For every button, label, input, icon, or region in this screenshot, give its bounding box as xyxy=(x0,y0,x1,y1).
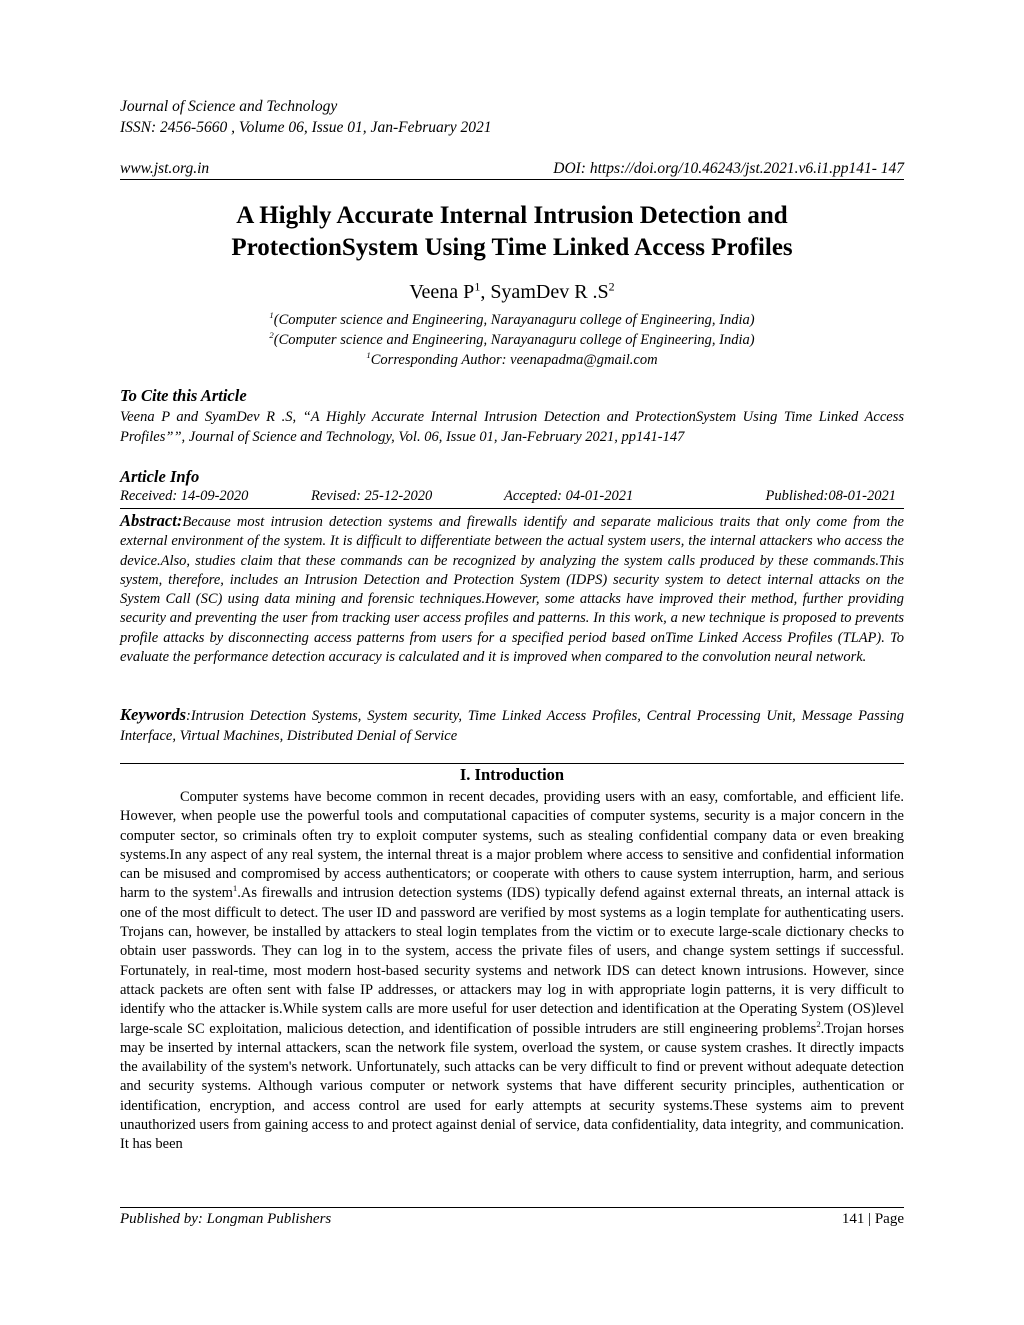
corresponding-author-text: Corresponding Author: veenapadma@gmail.com xyxy=(370,352,658,368)
affiliation-1-sup: 1 xyxy=(269,310,274,321)
affiliation-2 xyxy=(120,330,904,350)
paper-title xyxy=(120,200,904,264)
article-dates xyxy=(120,488,904,509)
page-number: 141 | Page xyxy=(841,1211,904,1227)
author-2: SyamDev R .S xyxy=(490,281,609,303)
keywords-text: :Intrusion Detection Systems, System security, Time Linked Access Profiles, Central Processing Unit, Message Passing Interface, Virtual Machines, Distributed Denial of Service xyxy=(120,708,904,744)
journal-header xyxy=(120,96,492,138)
issn-line: ISSN: 2456-5660 , Volume 06, Issue 01, Jan-February 2021 xyxy=(120,119,492,136)
keywords xyxy=(120,705,904,746)
affiliation-2-sup: 2 xyxy=(269,330,274,341)
revised-date: Revised: 25-12-2020 xyxy=(311,488,433,504)
page-footer xyxy=(120,1207,904,1228)
keywords-label: Keywords xyxy=(120,705,186,724)
journal-name: Journal of Science and Technology xyxy=(120,98,338,115)
intro-text-part-1: Computer systems have become common in recent decades, providing users with an easy, comfortable, and efficient life. However, when people use the powerful tools and computational capacities of computer systems, security is a major concern in the computer sector, so criminals often try to exploit computer systems, such as stealing confidential company data or even breaking systems.In any aspect of any real system, the internal threat is a major problem where access to sensitive and confidential information can be misused and compromised by access authenticators; or cooperate with others to cause system interruption, harm, and serious harm to the system xyxy=(120,789,904,902)
intro-text-part-3: .Trojan horses may be inserted by internal attackers, scan the network file system, overload the system, or cause system crashes. It directly impacts the availability of the system's network. Unfortunately, such attacks can be very difficult to find or prevent without adequate detection and security systems. Although various computer or network systems that have different security principles, authentication or identification, encryption, and access control are used for early attempts at security systems.These systems aim to prevent unauthorized users from gaining access to and protect against denial of service, data confidentiality, data integrity, and communication. It has been xyxy=(120,1020,904,1153)
affiliation-2-text: (Computer science and Engineering, Narayanaguru college of Engineering, India) xyxy=(273,332,755,348)
authors xyxy=(120,281,904,304)
citation-heading: To Cite this Article xyxy=(120,386,247,405)
corresponding-author-sup: 1 xyxy=(366,350,371,361)
received-date: Received: 14-09-2020 xyxy=(120,488,249,504)
reference-1[interactable]: 1 xyxy=(232,883,238,894)
intro-text-part-2: .As firewalls and intrusion detection systems (IDS) typically defend against external threats, an internal attack is one of the most difficult to detect. The user ID and password are verified by most systems as a login template for authenticating users. Trojans can, however, be installed by attackers to steal login templates from the victim or to execute large-scale dictionary checks to obtain user passwords. They can log in to the system, access the private files of users, and change system settings if successful. Fortunately, in real-time, most modern host-based security systems and network IDS can detect known intrusions. However, since attack packets are often sent with false IP addresses, or attackers may log in with appropriate login patterns, it is very difficult to identify who the attacker is.While system calls are more useful for user detection and identification at the Operating System (OS)level large-scale SC exploitation, malicious detection, and identification of possible intruders are still engineering problems xyxy=(120,885,904,1037)
accepted-date: Accepted: 04-01-2021 xyxy=(504,488,634,504)
affiliation-1-text: (Computer science and Engineering, Narayanaguru college of Engineering, India) xyxy=(273,312,755,328)
author-2-sup: 2 xyxy=(608,279,615,294)
abstract-label: Abstract: xyxy=(120,511,183,530)
abstract-text: Because most intrusion detection systems and firewalls identify and separate malicious traits that only come from the external environment of the system. It is difficult to differentiate between the actual system users, the internal attackers who access the device.Also, studies claim that these commands can be recognized by analyzing the system calls produced by these commands.This system, therefore, includes an Intrusion Detection and Protection System (IDPS) security system to detect internal attacks on the System Call (SC) using data mining and forensic techniques.However, some attacks have improved their method, further providing security and preventing the user from tracking user access profiles and patterns. In this work, a new technique is proposed to prevents profile attacks by disconnecting access patterns from users for a specified period based onTime Linked Access Profiles (TLAP). To evaluate the performance detection accuracy is calculated and it is improved when compared to the convolution neural network. xyxy=(120,514,904,666)
author-1: Veena P xyxy=(409,281,475,303)
title-line-1: A Highly Accurate Internal Intrusion Detection and xyxy=(236,202,788,229)
title-line-2: ProtectionSystem Using Time Linked Access Profiles xyxy=(231,234,793,261)
affiliation-1 xyxy=(120,310,904,330)
reference-2[interactable]: 2 xyxy=(816,1018,821,1029)
abstract xyxy=(120,511,904,667)
publisher: Published by: Longman Publishers xyxy=(120,1211,332,1227)
published-date: Published:08-01-2021 xyxy=(765,488,896,504)
website-link[interactable]: www.jst.org.in xyxy=(120,160,210,177)
introduction-body xyxy=(120,788,904,1155)
article-info-heading: Article Info xyxy=(120,467,200,486)
corresponding-author xyxy=(120,350,904,370)
author-1-sup: 1 xyxy=(474,279,481,294)
affiliations xyxy=(120,310,904,370)
author-separator: , xyxy=(480,281,491,303)
doi-row xyxy=(120,160,904,180)
doi-link[interactable]: DOI: https://doi.org/10.46243/jst.2021.v6.i1.pp141- 147 xyxy=(553,160,904,177)
section-divider xyxy=(120,763,904,764)
section-heading: I. Introduction xyxy=(459,765,565,784)
introduction-paragraph xyxy=(120,788,904,1155)
citation-text: Veena P and SyamDev R .S, “A Highly Accurate Internal Intrusion Detection and ProtectionSystem Using Time Linked Access Profiles””, Journal of Science and Technology, Vol. 06, Issue 01, Jan-February 2021, pp141-147 xyxy=(120,409,904,445)
